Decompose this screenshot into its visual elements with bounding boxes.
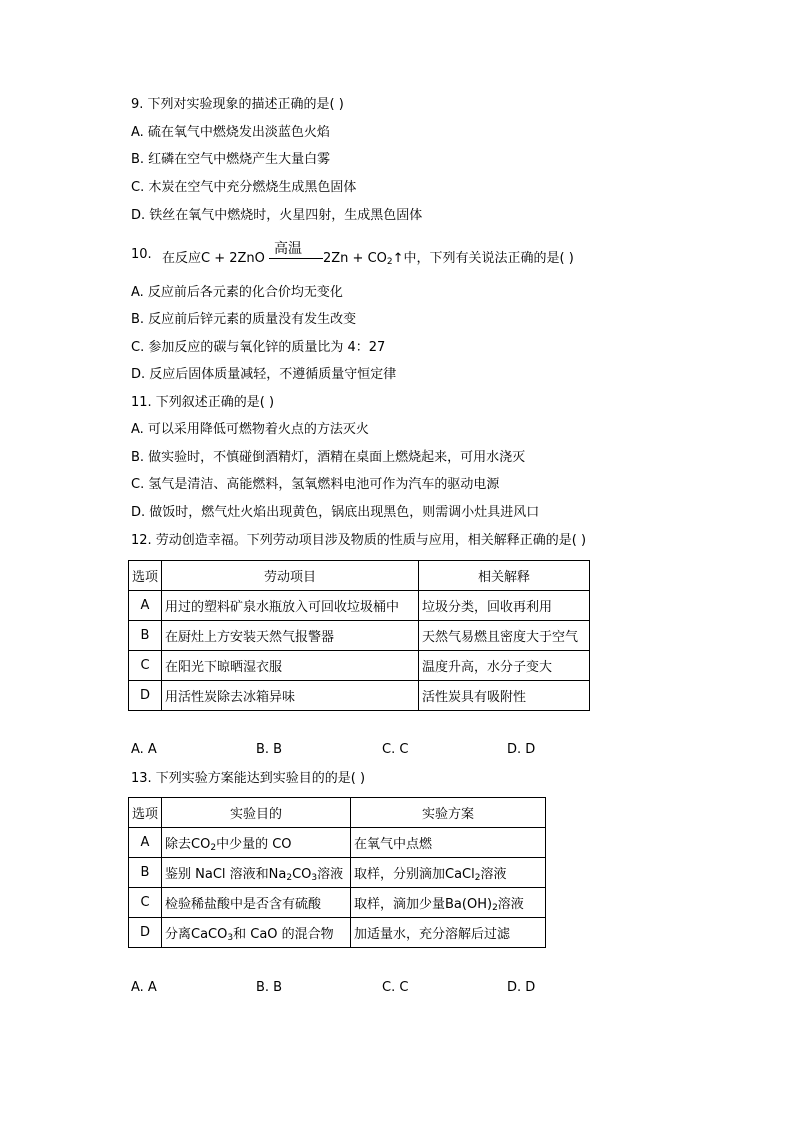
table-cell: A — [129, 591, 162, 621]
q10-reaction-prefix: 在反应C + 2ZnO — [162, 251, 265, 266]
q9-option-a: A. 硫在氧气中燃烧发出淡蓝色火焰 — [131, 125, 330, 140]
q13-choice-a: A. A — [131, 980, 157, 995]
table-cell: D — [129, 681, 162, 711]
q9-option-b: B. 红磷在空气中燃烧产生大量白雾 — [131, 152, 331, 167]
table-cell: 加适量水，充分溶解后过滤 — [351, 918, 546, 948]
q11-option-a: A. 可以采用降低可燃物着火点的方法灭火 — [131, 422, 369, 437]
table-header-cell: 选项 — [129, 798, 162, 828]
table-cell: A — [129, 828, 162, 858]
table-cell: D — [129, 918, 162, 948]
q9-option-c: C. 木炭在空气中充分燃烧生成黑色固体 — [131, 180, 357, 195]
table-header-cell: 相关解释 — [419, 561, 590, 591]
table-cell: 在厨灶上方安装天然气报警器 — [162, 621, 419, 651]
table-row — [129, 888, 546, 918]
table-cell: B — [129, 858, 162, 888]
table-cell: C — [129, 651, 162, 681]
q13-choice-d: D. D — [507, 980, 536, 995]
table-cell: B — [129, 621, 162, 651]
q12-choice-c: C. C — [382, 742, 409, 757]
table-cell: 在阳光下晾晒湿衣服 — [162, 651, 419, 681]
table-row — [129, 918, 546, 948]
table-cell: 取样，滴加少量$Ba(OH)_2$溶液 — [351, 888, 546, 918]
table-cell: 检验稀盐酸中是否含有硫酸 — [162, 888, 351, 918]
q11-option-b: B. 做实验时，不慎碰倒酒精灯，酒精在桌面上燃烧起来，可用水浇灭 — [131, 450, 526, 465]
table-cell: 除去$CO_2$中少量的 CO — [162, 828, 351, 858]
table-cell: 在氧气中点燃 — [351, 828, 546, 858]
table-cell: 取样，分别滴加CaCl$_2$溶液 — [351, 858, 546, 888]
table-header-cell: 实验目的 — [162, 798, 351, 828]
q11-stem: 11. 下列叙述正确的是( ) — [131, 395, 275, 410]
q12-choice-b: B. B — [256, 742, 283, 757]
table-cell: 鉴别 NaCl 溶液和$Na_2CO_3$溶液 — [162, 858, 351, 888]
table-header-cell: 选项 — [129, 561, 162, 591]
table-cell: 活性炭具有吸附性 — [419, 681, 590, 711]
table-cell: 用活性炭除去冰箱异味 — [162, 681, 419, 711]
table-header-cell: 劳动项目 — [162, 561, 419, 591]
q10-option-a: A. 反应前后各元素的化合价均无变化 — [131, 285, 343, 300]
q10-number: 10. — [131, 247, 152, 262]
table-cell: 天然气易燃且密度大于空气 — [419, 621, 590, 651]
q12-choice-d: D. D — [507, 742, 536, 757]
q10-option-c: C. 参加反应的碳与氧化锌的质量比为 4：27 — [131, 340, 386, 355]
table-header-row — [129, 798, 546, 828]
table-row — [129, 591, 590, 621]
q13-choice-b: B. B — [256, 980, 283, 995]
q10-option-b: B. 反应前后锌元素的质量没有发生改变 — [131, 312, 357, 327]
q12-choice-a: A. A — [131, 742, 157, 757]
table-cell: 温度升高，水分子变大 — [419, 651, 590, 681]
q13-stem: 13. 下列实验方案能达到实验目的的是( ) — [131, 771, 366, 786]
q11-option-c: C. 氢气是清洁、高能燃料，氢氧燃料电池可作为汽车的驱动电源 — [131, 477, 500, 492]
q11-option-d: D. 做饭时，燃气灶火焰出现黄色，锅底出现黑色，则需调小灶具进风口 — [131, 505, 540, 520]
table-cell: 分离CaCO$_3$和 CaO 的混合物 — [162, 918, 351, 948]
table-row — [129, 858, 546, 888]
table-header-cell: 实验方案 — [351, 798, 546, 828]
table-cell: 用过的塑料矿泉水瓶放入可回收垃圾桶中 — [162, 591, 419, 621]
q13-table — [128, 797, 546, 948]
q10-reaction-condition: 高温 — [274, 241, 302, 257]
q9-option-d: D. 铁丝在氧气中燃烧时，火星四射，生成黑色固体 — [131, 208, 423, 223]
q12-table — [128, 560, 590, 711]
table-row — [129, 621, 590, 651]
q10-reaction-condition-bar — [269, 258, 323, 259]
table-cell: C — [129, 888, 162, 918]
q12-stem: 12. 劳动创造幸福。下列劳动项目涉及物质的性质与应用，相关解释正确的是( ) — [131, 533, 587, 548]
table-row — [129, 681, 590, 711]
table-row — [129, 651, 590, 681]
table-cell: 垃圾分类，回收再利用 — [419, 591, 590, 621]
q10-reaction-products: $2Zn + CO_2↑$中，下列有关说法正确的是( ) — [323, 251, 574, 267]
table-header-row — [129, 561, 590, 591]
q10-option-d: D. 反应后固体质量减轻，不遵循质量守恒定律 — [131, 367, 397, 382]
table-row — [129, 828, 546, 858]
q9-stem: 9. 下列对实验现象的描述正确的是( ) — [131, 97, 344, 112]
q13-choice-c: C. C — [382, 980, 409, 995]
